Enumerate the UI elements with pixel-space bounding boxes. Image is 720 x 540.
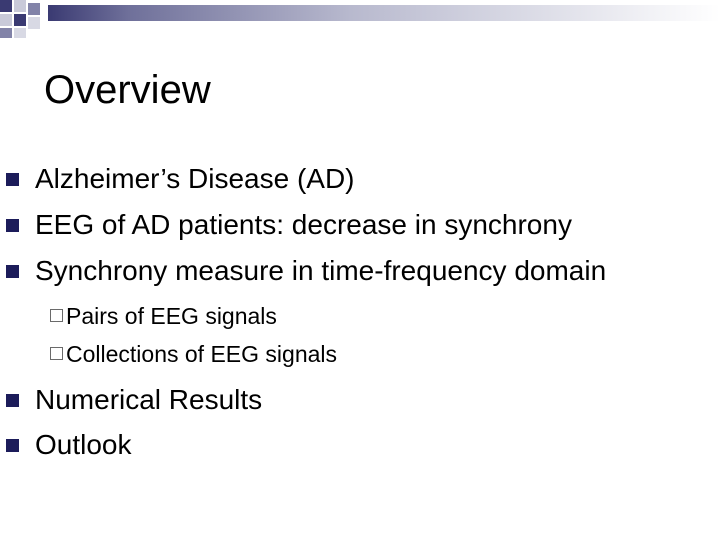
bullet-text: Outlook (35, 429, 132, 460)
sub-bullet-text: Pairs of EEG signals (66, 303, 277, 329)
header-decoration (0, 0, 720, 40)
hollow-square-icon (50, 309, 63, 322)
bullet-text: Synchrony measure in time-frequency domain (35, 255, 607, 286)
bullet-text: Numerical Results (35, 384, 263, 415)
bullet-text: Alzheimer’s Disease (AD) (35, 163, 355, 194)
hollow-square-icon (50, 347, 63, 360)
slide-title: Overview (44, 68, 211, 112)
bullet-text: EEG of AD patients: decrease in synchrony (35, 209, 572, 240)
filled-square-icon (6, 173, 19, 186)
filled-square-icon (6, 265, 19, 278)
filled-square-icon (6, 219, 19, 232)
filled-square-icon (6, 394, 19, 407)
sub-bullet-text: Collections of EEG signals (66, 341, 338, 367)
filled-square-icon (6, 439, 19, 452)
